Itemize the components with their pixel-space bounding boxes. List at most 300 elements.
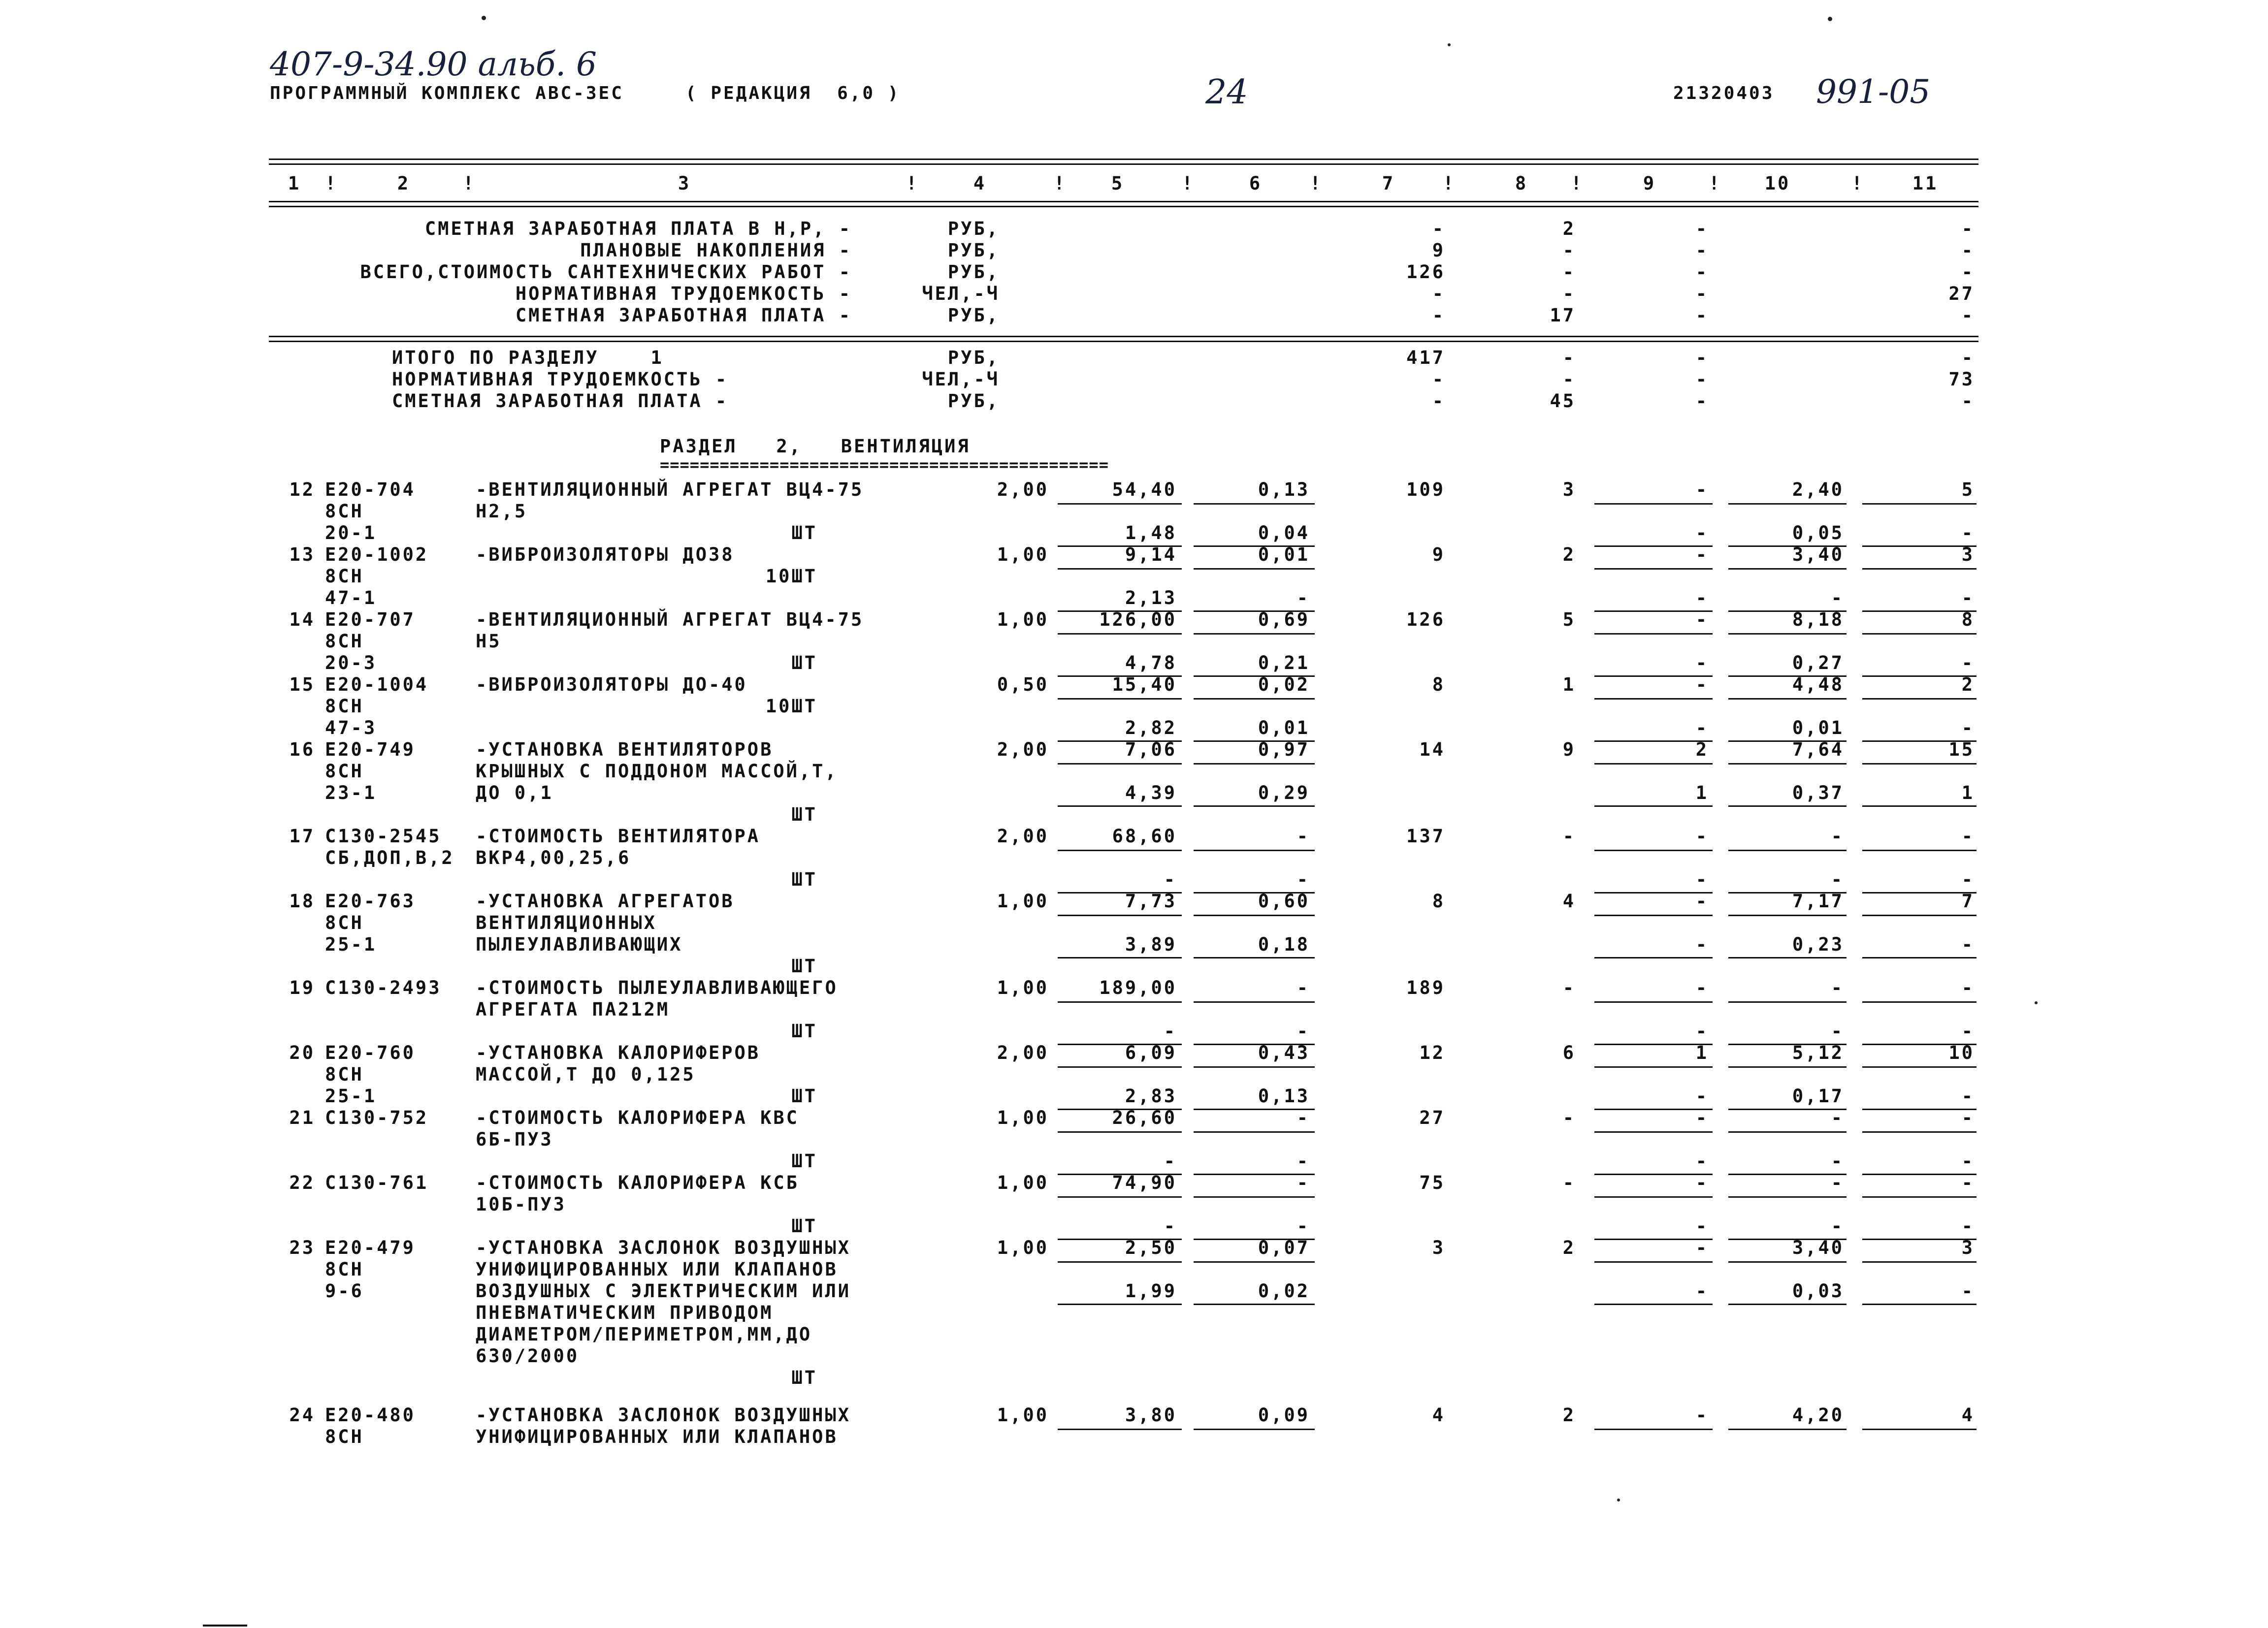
row-col10-sub: 0,23 (1792, 934, 1844, 955)
row-col8: 4 (1562, 891, 1576, 912)
cell-divider-line (1058, 1131, 1182, 1133)
cell-divider-line (1594, 957, 1713, 958)
row-number: 16 (289, 739, 315, 760)
cell-divider-line (1862, 957, 1976, 958)
row-price-wage-sub: - (1296, 1215, 1310, 1237)
row-col11-sub: - (1961, 522, 1975, 543)
row-price-total: 9,14 (1125, 544, 1177, 565)
cell-divider-line (1194, 915, 1315, 916)
cell-divider-line (1728, 1304, 1847, 1305)
row-col8: 6 (1562, 1042, 1576, 1063)
handwritten-page-number: 24 (1205, 73, 1248, 112)
row-code: 8СН (325, 631, 364, 652)
row-code: 8СН (325, 912, 364, 933)
row-number: 21 (289, 1107, 315, 1128)
row-col9-sub: - (1695, 587, 1709, 608)
row-col11-sub: - (1961, 869, 1975, 890)
row-price-total-sub: - (1164, 1150, 1177, 1172)
row-col11-sub: - (1961, 1085, 1975, 1107)
cell-divider-line (1058, 805, 1182, 807)
row-code: 47-1 (325, 587, 377, 608)
column-separator: ! (1310, 173, 1323, 194)
row-col11: 4 (1961, 1405, 1975, 1426)
row-col11-sub: - (1961, 652, 1975, 673)
cell-divider-line (1594, 1429, 1713, 1430)
row-quantity: 1,00 (997, 1405, 1049, 1426)
cell-divider-line (1194, 698, 1315, 700)
row-price-wage: 0,01 (1258, 544, 1310, 565)
row-code: Е20-707 (325, 609, 416, 630)
row-description: -УСТАНОВКА ЗАСЛОНОК ВОЗДУШНЫХ (476, 1237, 851, 1258)
row-col9: 2 (1695, 739, 1709, 760)
summary-col11: - (1961, 305, 1975, 326)
row-price-total: 7,73 (1125, 891, 1177, 912)
summary-col7: - (1432, 369, 1445, 390)
cell-divider-line (1594, 1304, 1713, 1305)
column-separator: ! (1443, 173, 1456, 194)
row-description: ВЕНТИЛЯЦИОННЫХ (476, 912, 657, 933)
row-unit: ШТ (791, 804, 817, 825)
summary-col11: - (1961, 261, 1975, 283)
row-col8: - (1562, 1172, 1576, 1193)
summary-col11: - (1961, 240, 1975, 261)
scan-speck (1617, 1499, 1620, 1501)
column-header-8: 8 (1515, 173, 1528, 194)
row-description: -ВЕНТИЛЯЦИОННЫЙ АГРЕГАТ ВЦ4-75 (476, 479, 864, 500)
cell-divider-line (1862, 850, 1976, 851)
column-separator: ! (1851, 173, 1865, 194)
row-number: 18 (289, 891, 315, 912)
cell-divider-line (1194, 568, 1315, 570)
row-col9-sub: - (1695, 934, 1709, 955)
row-col10: - (1831, 1172, 1844, 1193)
row-price-wage-sub: 0,21 (1258, 652, 1310, 673)
row-col10-sub: - (1831, 587, 1844, 608)
cell-divider-line (1862, 698, 1976, 700)
section-title: РАЗДЕЛ 2, ВЕНТИЛЯЦИЯ (660, 436, 971, 457)
row-description: ПНЕВМАТИЧЕСКИМ ПРИВОДОМ (476, 1302, 774, 1323)
row-price-total-sub: 1,48 (1125, 522, 1177, 543)
summary-separator (269, 336, 1978, 337)
row-price-wage: - (1296, 1107, 1310, 1128)
summary-unit: РУБ, (947, 240, 1000, 261)
row-col11-sub: - (1961, 717, 1975, 738)
row-description: АГРЕГАТА ПА212М (476, 999, 670, 1020)
summary-unit: ЧЕЛ,-Ч (922, 283, 1000, 304)
row-col11: 3 (1961, 544, 1975, 565)
cell-divider-line (1862, 763, 1976, 765)
row-col11: 3 (1961, 1237, 1975, 1258)
row-code: 8СН (325, 566, 364, 587)
summary-col9: - (1695, 261, 1709, 283)
row-col9: - (1695, 891, 1709, 912)
summary-col8: 45 (1550, 390, 1576, 412)
table-top-rule-2 (269, 163, 1978, 165)
row-col10: - (1831, 977, 1844, 998)
row-quantity: 0,50 (997, 674, 1049, 695)
row-price-total-sub: 2,13 (1125, 587, 1177, 608)
row-code: 8СН (325, 1426, 364, 1447)
cell-divider-line (1862, 568, 1976, 570)
row-code: Е20-479 (325, 1237, 416, 1258)
summary-col8: 17 (1550, 305, 1576, 326)
row-description: -СТОИМОСТЬ ПЫЛЕУЛАВЛИВАЮЩЕГО (476, 977, 838, 998)
row-number: 12 (289, 479, 315, 500)
row-price-wage-sub: 0,02 (1258, 1280, 1310, 1302)
column-separator: ! (906, 173, 919, 194)
row-price-total: 54,40 (1112, 479, 1177, 500)
row-col9-sub: - (1695, 1150, 1709, 1172)
row-number: 19 (289, 977, 315, 998)
cell-divider-line (1862, 805, 1976, 807)
cell-divider-line (1194, 633, 1315, 635)
cell-divider-line (1194, 805, 1315, 807)
row-col9: - (1695, 544, 1709, 565)
row-col10-sub: - (1831, 1215, 1844, 1237)
row-col11: 7 (1961, 891, 1975, 912)
row-col11-sub: 1 (1961, 782, 1975, 803)
cell-divider-line (1862, 1001, 1976, 1003)
row-number: 14 (289, 609, 315, 630)
summary-col8: - (1562, 240, 1576, 261)
column-separator: ! (1054, 173, 1067, 194)
cell-divider-line (1728, 850, 1847, 851)
row-col8: 2 (1562, 544, 1576, 565)
summary-col11: - (1961, 390, 1975, 412)
cell-divider-line (1728, 568, 1847, 570)
summary-label: ПЛАНОВЫЕ НАКОПЛЕНИЯ - (580, 240, 852, 261)
cell-divider-line (1594, 633, 1713, 635)
cell-divider-line (1728, 1066, 1847, 1068)
row-col9: - (1695, 977, 1709, 998)
cell-divider-line (1728, 1196, 1847, 1198)
cell-divider-line (1862, 633, 1976, 635)
row-price-total-sub: 4,39 (1125, 782, 1177, 803)
row-description: 630/2000 (476, 1345, 580, 1367)
row-quantity: 1,00 (997, 1107, 1049, 1128)
row-col8: - (1562, 826, 1576, 847)
row-col10: 3,40 (1792, 544, 1844, 565)
row-code: Е20-1004 (325, 674, 429, 695)
row-col9-sub: - (1695, 1215, 1709, 1237)
summary-separator-2 (269, 341, 1978, 342)
row-col10-sub: - (1831, 1150, 1844, 1172)
row-description: ВОЗДУШНЫХ С ЭЛЕКТРИЧЕСКИМ ИЛИ (476, 1280, 851, 1302)
row-unit: 10ШТ (765, 566, 817, 587)
row-description: Н2,5 (476, 501, 528, 522)
row-description: ПЫЛЕУЛАВЛИВАЮЩИХ (476, 934, 683, 955)
row-col11: - (1961, 1107, 1975, 1128)
row-price-total-sub: - (1164, 1021, 1177, 1042)
row-description: КРЫШНЫХ С ПОДДОНОМ МАССОЙ,Т, (476, 761, 838, 782)
row-quantity: 1,00 (997, 609, 1049, 630)
row-price-wage-sub: - (1296, 1021, 1310, 1042)
row-code: 25-1 (325, 934, 377, 955)
row-col11: - (1961, 826, 1975, 847)
row-col10: 5,12 (1792, 1042, 1844, 1063)
row-col11: - (1961, 1172, 1975, 1193)
row-col11: - (1961, 977, 1975, 998)
row-price-total: 189,00 (1099, 977, 1177, 998)
summary-unit: РУБ, (947, 305, 1000, 326)
row-col10-sub: 0,17 (1792, 1085, 1844, 1107)
row-code: Е20-704 (325, 479, 416, 500)
row-col10-sub: - (1831, 1021, 1844, 1042)
row-price-wage: - (1296, 977, 1310, 998)
row-col7: 14 (1419, 739, 1445, 760)
row-description: УНИФИЦИРОВАННЫХ ИЛИ КЛАПАНОВ (476, 1426, 838, 1447)
cell-divider-line (1194, 1001, 1315, 1003)
cell-divider-line (1058, 1066, 1182, 1068)
row-col9: - (1695, 1107, 1709, 1128)
row-price-total: 3,80 (1125, 1405, 1177, 1426)
row-unit: 10ШТ (765, 696, 817, 717)
cell-divider-line (1728, 957, 1847, 958)
row-unit: ШТ (791, 869, 817, 890)
row-col7: 9 (1432, 544, 1445, 565)
row-price-wage: 0,97 (1258, 739, 1310, 760)
cell-divider-line (1728, 1001, 1847, 1003)
row-quantity: 1,00 (997, 544, 1049, 565)
row-col10: 8,18 (1792, 609, 1844, 630)
cell-divider-line (1862, 1196, 1976, 1198)
handwritten-reference: 991-05 (1816, 73, 1931, 111)
column-header-11: 11 (1912, 173, 1939, 194)
row-number: 17 (289, 826, 315, 847)
cell-divider-line (1058, 503, 1182, 505)
summary-unit: РУБ, (947, 261, 1000, 283)
row-col10: - (1831, 1107, 1844, 1128)
scan-speck (1448, 43, 1451, 46)
row-description: -СТОИМОСТЬ ВЕНТИЛЯТОРА (476, 826, 761, 847)
column-header-2: 2 (397, 173, 411, 194)
cell-divider-line (1594, 915, 1713, 916)
cell-divider-line (1058, 957, 1182, 958)
row-col11-sub: - (1961, 1280, 1975, 1302)
row-price-wage: - (1296, 1172, 1310, 1193)
row-col10: 7,64 (1792, 739, 1844, 760)
cell-divider-line (1058, 1429, 1182, 1430)
summary-label: СМЕТНАЯ ЗАРАБОТНАЯ ПЛАТА - (515, 305, 852, 326)
row-code: 20-1 (325, 522, 377, 543)
row-col9-sub: - (1695, 1280, 1709, 1302)
row-code: Е20-763 (325, 891, 416, 912)
cell-divider-line (1058, 850, 1182, 851)
row-col7: 27 (1419, 1107, 1445, 1128)
row-description: -ВЕНТИЛЯЦИОННЫЙ АГРЕГАТ ВЦ4-75 (476, 609, 864, 630)
summary-col7: - (1432, 390, 1445, 412)
row-price-wage-sub: 0,13 (1258, 1085, 1310, 1107)
row-price-total: 2,50 (1125, 1237, 1177, 1258)
row-price-wage: 0,43 (1258, 1042, 1310, 1063)
cell-divider-line (1058, 698, 1182, 700)
row-price-total: 6,09 (1125, 1042, 1177, 1063)
row-col9: - (1695, 1172, 1709, 1193)
row-price-wage: 0,60 (1258, 891, 1310, 912)
row-number: 13 (289, 544, 315, 565)
row-col9: - (1695, 1237, 1709, 1258)
column-separator: ! (1182, 173, 1195, 194)
row-col11: 10 (1948, 1042, 1975, 1063)
summary-col11: 73 (1948, 369, 1975, 390)
summary-col8: - (1562, 347, 1576, 368)
cell-divider-line (1194, 1429, 1315, 1430)
summary-col9: - (1695, 369, 1709, 390)
row-col8: - (1562, 977, 1576, 998)
cell-divider-line (1194, 1131, 1315, 1133)
scan-speck (2035, 1001, 2038, 1004)
cell-divider-line (1862, 1066, 1976, 1068)
row-col10: 4,20 (1792, 1405, 1844, 1426)
summary-col7: 417 (1406, 347, 1445, 368)
row-price-total: 68,60 (1112, 826, 1177, 847)
cell-divider-line (1594, 850, 1713, 851)
cell-divider-line (1728, 698, 1847, 700)
row-description: ВКР4,00,25,6 (476, 847, 631, 868)
cell-divider-line (1594, 1261, 1713, 1263)
row-price-total-sub: 1,99 (1125, 1280, 1177, 1302)
row-description: -УСТАНОВКА АГРЕГАТОВ (476, 891, 735, 912)
row-unit: ШТ (791, 1085, 817, 1107)
column-header-6: 6 (1249, 173, 1263, 194)
row-quantity: 1,00 (997, 1172, 1049, 1193)
row-price-wage-sub: 0,29 (1258, 782, 1310, 803)
row-quantity: 2,00 (997, 739, 1049, 760)
program-title: ПРОГРАММНЫЙ КОМПЛЕКС АВС-3ЕС (270, 83, 624, 103)
summary-col8: 2 (1562, 218, 1576, 239)
row-description: -УСТАНОВКА ВЕНТИЛЯТОРОВ (476, 739, 774, 760)
row-price-total-sub: 3,89 (1125, 934, 1177, 955)
row-col10-sub: 0,01 (1792, 717, 1844, 738)
row-col10: 3,40 (1792, 1237, 1844, 1258)
document-number: 21320403 (1673, 83, 1775, 103)
cell-divider-line (1194, 957, 1315, 958)
row-price-total-sub: 4,78 (1125, 652, 1177, 673)
column-separator: ! (325, 173, 338, 194)
column-separator: ! (1571, 173, 1584, 194)
row-number: 15 (289, 674, 315, 695)
row-description: Н5 (476, 631, 502, 652)
row-price-total: 15,40 (1112, 674, 1177, 695)
cell-divider-line (1594, 503, 1713, 505)
row-col9-sub: - (1695, 1021, 1709, 1042)
row-col9-sub: 1 (1695, 782, 1709, 803)
handwritten-album-code: 407-9-34.90 альб. 6 (270, 45, 597, 83)
row-col8: - (1562, 1107, 1576, 1128)
row-col9: - (1695, 674, 1709, 695)
row-price-wage: 0,09 (1258, 1405, 1310, 1426)
row-col9-sub: - (1695, 652, 1709, 673)
row-col8: 2 (1562, 1405, 1576, 1426)
summary-col11: - (1961, 347, 1975, 368)
summary-unit: РУБ, (947, 347, 1000, 368)
row-col9-sub: - (1695, 869, 1709, 890)
summary-unit: РУБ, (947, 390, 1000, 412)
row-price-wage-sub: - (1296, 869, 1310, 890)
row-description: -УСТАНОВКА КАЛОРИФЕРОВ (476, 1042, 761, 1063)
cell-divider-line (1594, 1001, 1713, 1003)
summary-label: НОРМАТИВНАЯ ТРУДОЕМКОСТЬ - (392, 369, 729, 390)
row-code: СБ,ДОП,В,2 (325, 847, 454, 868)
row-col10: 7,17 (1792, 891, 1844, 912)
column-header-5: 5 (1111, 173, 1125, 194)
row-col9: - (1695, 1405, 1709, 1426)
cell-divider-line (1058, 1304, 1182, 1305)
row-col11: 8 (1961, 609, 1975, 630)
row-code: Е20-749 (325, 739, 416, 760)
row-col10-sub: 0,05 (1792, 522, 1844, 543)
row-description: -УСТАНОВКА ЗАСЛОНОК ВОЗДУШНЫХ (476, 1405, 851, 1426)
summary-col9: - (1695, 240, 1709, 261)
summary-col7: - (1432, 305, 1445, 326)
cell-divider-line (1862, 503, 1976, 505)
row-price-wage-sub: - (1296, 1150, 1310, 1172)
row-col8: 1 (1562, 674, 1576, 695)
row-code: 8СН (325, 1064, 364, 1085)
row-code: 8СН (325, 761, 364, 782)
row-col7: 8 (1432, 891, 1445, 912)
row-col7: 12 (1419, 1042, 1445, 1063)
row-code: 9-6 (325, 1280, 364, 1302)
row-col10: 4,48 (1792, 674, 1844, 695)
summary-col7: 126 (1406, 261, 1445, 283)
row-code: Е20-1002 (325, 544, 429, 565)
row-col9: - (1695, 826, 1709, 847)
row-quantity: 2,00 (997, 479, 1049, 500)
cell-divider-line (1594, 1066, 1713, 1068)
row-description: 10Б-ПУ3 (476, 1194, 566, 1215)
row-col7: 8 (1432, 674, 1445, 695)
summary-col8: - (1562, 369, 1576, 390)
row-col11-sub: - (1961, 1021, 1975, 1042)
row-col7: 109 (1406, 479, 1445, 500)
row-price-total-sub: - (1164, 1215, 1177, 1237)
cell-divider-line (1058, 763, 1182, 765)
row-price-total-sub: 2,83 (1125, 1085, 1177, 1107)
row-quantity: 1,00 (997, 1237, 1049, 1258)
row-quantity: 1,00 (997, 977, 1049, 998)
summary-label: НОРМАТИВНАЯ ТРУДОЕМКОСТЬ - (515, 283, 852, 304)
cell-divider-line (1862, 1261, 1976, 1263)
summary-label: СМЕТНАЯ ЗАРАБОТНАЯ ПЛАТА - (392, 390, 729, 412)
column-header-1: 1 (288, 173, 301, 194)
row-unit: ШТ (791, 522, 817, 543)
cell-divider-line (1058, 1001, 1182, 1003)
row-unit: ШТ (791, 1150, 817, 1172)
row-unit: ШТ (791, 1367, 817, 1388)
row-price-wage: 0,13 (1258, 479, 1310, 500)
row-col9: - (1695, 479, 1709, 500)
column-header-3: 3 (678, 173, 691, 194)
summary-unit: ЧЕЛ,-Ч (922, 369, 1000, 390)
row-price-wage-sub: 0,01 (1258, 717, 1310, 738)
row-code: 47-3 (325, 717, 377, 738)
column-separator: ! (1709, 173, 1722, 194)
cell-divider-line (1728, 503, 1847, 505)
row-price-wage: 0,69 (1258, 609, 1310, 630)
row-price-total-sub: 2,82 (1125, 717, 1177, 738)
summary-col7: - (1432, 283, 1445, 304)
cell-divider-line (1194, 850, 1315, 851)
cell-divider-line (1194, 1304, 1315, 1305)
row-description: ДИАМЕТРОМ/ПЕРИМЕТРОМ,ММ,ДО (476, 1324, 812, 1345)
row-number: 22 (289, 1172, 315, 1193)
cell-divider-line (1594, 805, 1713, 807)
row-col10-sub: 0,37 (1792, 782, 1844, 803)
row-col10-sub: 0,27 (1792, 652, 1844, 673)
summary-unit: РУБ, (947, 218, 1000, 239)
row-col9-sub: - (1695, 1085, 1709, 1107)
